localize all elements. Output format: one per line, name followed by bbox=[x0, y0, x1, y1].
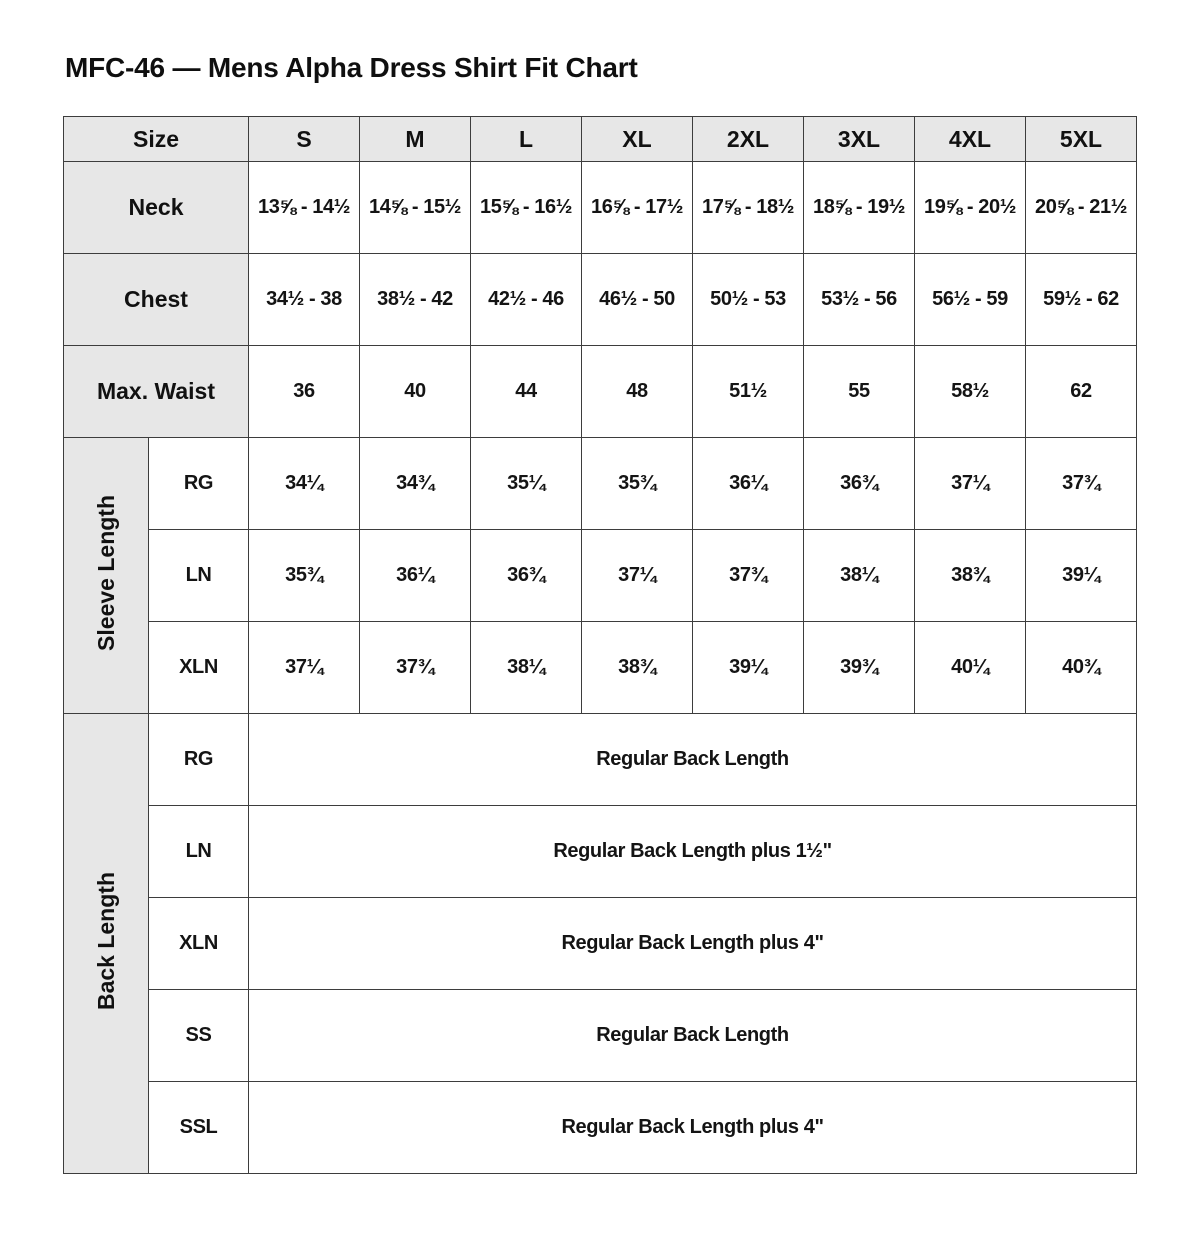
max-waist-value-cell: 48 bbox=[582, 346, 693, 438]
sleeve-ln-value-cell: 36¾ bbox=[471, 530, 582, 622]
max-waist-row-header: Max. Waist bbox=[64, 346, 249, 438]
sleeve-xln-row bbox=[64, 622, 1137, 714]
sleeve-rg-value-cell: 37¾ bbox=[1026, 438, 1137, 530]
sleeve-fit-label-rg: RG bbox=[149, 438, 249, 530]
sleeve-ln-row bbox=[64, 530, 1137, 622]
sleeve-fit-label-ln: LN bbox=[149, 530, 249, 622]
back-fit-label-rg: RG bbox=[149, 714, 249, 806]
chest-value-cell: 42½ - 46 bbox=[471, 254, 582, 346]
sleeve-rg-value-cell: 36¾ bbox=[804, 438, 915, 530]
max-waist-value-cell: 51½ bbox=[693, 346, 804, 438]
sleeve-xln-value-cell: 37¾ bbox=[360, 622, 471, 714]
back-ln-row bbox=[64, 806, 1137, 898]
sleeve-xln-value-cell: 40¾ bbox=[1026, 622, 1137, 714]
sleeve-rg-value-cell: 35¼ bbox=[471, 438, 582, 530]
sleeve-xln-value-cell: 39¼ bbox=[693, 622, 804, 714]
sleeve-xln-value-cell: 40¼ bbox=[915, 622, 1026, 714]
sleeve-rg-value-cell: 34¾ bbox=[360, 438, 471, 530]
neck-value-cell: 17⅝ - 18½ bbox=[693, 162, 804, 254]
sleeve-rg-value-cell: 34¼ bbox=[249, 438, 360, 530]
chest-value-cell: 38½ - 42 bbox=[360, 254, 471, 346]
chest-row bbox=[64, 254, 1137, 346]
size-col-header: S bbox=[249, 117, 360, 162]
back-ln-value-cell: Regular Back Length plus 1½" bbox=[249, 806, 1137, 898]
back-ssl-value-cell: Regular Back Length plus 4" bbox=[249, 1082, 1137, 1174]
chest-value-cell: 53½ - 56 bbox=[804, 254, 915, 346]
sleeve-length-section-header bbox=[64, 438, 149, 714]
sleeve-fit-label-xln: XLN bbox=[149, 622, 249, 714]
back-xln-row bbox=[64, 898, 1137, 990]
sleeve-ln-value-cell: 39¼ bbox=[1026, 530, 1137, 622]
size-header-label: Size bbox=[64, 117, 249, 162]
max-waist-value-cell: 58½ bbox=[915, 346, 1026, 438]
sleeve-xln-value-cell: 38¾ bbox=[582, 622, 693, 714]
back-fit-label-ln: LN bbox=[149, 806, 249, 898]
size-col-header: 3XL bbox=[804, 117, 915, 162]
back-rg-row bbox=[64, 714, 1137, 806]
neck-value-cell: 19⅝ - 20½ bbox=[915, 162, 1026, 254]
size-col-header: 2XL bbox=[693, 117, 804, 162]
max-waist-value-cell: 62 bbox=[1026, 346, 1137, 438]
max-waist-row bbox=[64, 346, 1137, 438]
back-fit-label-ssl: SSL bbox=[149, 1082, 249, 1174]
size-col-header: L bbox=[471, 117, 582, 162]
back-rg-value-cell: Regular Back Length bbox=[249, 714, 1137, 806]
back-xln-value-cell: Regular Back Length plus 4" bbox=[249, 898, 1137, 990]
sleeve-ln-value-cell: 36¼ bbox=[360, 530, 471, 622]
neck-row-header: Neck bbox=[64, 162, 249, 254]
neck-row bbox=[64, 162, 1137, 254]
sleeve-rg-row bbox=[64, 438, 1137, 530]
size-header-row bbox=[64, 117, 1137, 162]
size-col-header: 4XL bbox=[915, 117, 1026, 162]
neck-value-cell: 20⅝ - 21½ bbox=[1026, 162, 1137, 254]
neck-value-cell: 18⅝ - 19½ bbox=[804, 162, 915, 254]
max-waist-value-cell: 40 bbox=[360, 346, 471, 438]
chest-value-cell: 56½ - 59 bbox=[915, 254, 1026, 346]
sleeve-rg-value-cell: 37¼ bbox=[915, 438, 1026, 530]
size-col-header: 5XL bbox=[1026, 117, 1137, 162]
chest-value-cell: 50½ - 53 bbox=[693, 254, 804, 346]
chest-row-header: Chest bbox=[64, 254, 249, 346]
sleeve-ln-value-cell: 38¾ bbox=[915, 530, 1026, 622]
sleeve-rg-value-cell: 35¾ bbox=[582, 438, 693, 530]
sleeve-ln-value-cell: 37¼ bbox=[582, 530, 693, 622]
sleeve-xln-value-cell: 37¼ bbox=[249, 622, 360, 714]
sleeve-rg-value-cell: 36¼ bbox=[693, 438, 804, 530]
neck-value-cell: 13⅝ - 14½ bbox=[249, 162, 360, 254]
sleeve-ln-value-cell: 35¾ bbox=[249, 530, 360, 622]
sleeve-length-vertical-label: Sleeve Length bbox=[92, 495, 119, 651]
max-waist-value-cell: 36 bbox=[249, 346, 360, 438]
sleeve-ln-value-cell: 38¼ bbox=[804, 530, 915, 622]
neck-value-cell: 16⅝ - 17½ bbox=[582, 162, 693, 254]
back-ss-row bbox=[64, 990, 1137, 1082]
chest-value-cell: 59½ - 62 bbox=[1026, 254, 1137, 346]
sleeve-xln-value-cell: 38¼ bbox=[471, 622, 582, 714]
back-fit-label-ss: SS bbox=[149, 990, 249, 1082]
max-waist-value-cell: 55 bbox=[804, 346, 915, 438]
size-col-header: M bbox=[360, 117, 471, 162]
neck-value-cell: 15⅝ - 16½ bbox=[471, 162, 582, 254]
fit-chart-table bbox=[63, 116, 1137, 1174]
back-length-vertical-label: Back Length bbox=[92, 871, 119, 1011]
back-ssl-row bbox=[64, 1082, 1137, 1174]
sleeve-xln-value-cell: 39¾ bbox=[804, 622, 915, 714]
sleeve-ln-value-cell: 37¾ bbox=[693, 530, 804, 622]
chest-value-cell: 34½ - 38 bbox=[249, 254, 360, 346]
back-ss-value-cell: Regular Back Length bbox=[249, 990, 1137, 1082]
neck-value-cell: 14⅝ - 15½ bbox=[360, 162, 471, 254]
back-fit-label-xln: XLN bbox=[149, 898, 249, 990]
page-title: MFC-46 — Mens Alpha Dress Shirt Fit Chart bbox=[65, 52, 638, 83]
size-col-header: XL bbox=[582, 117, 693, 162]
chest-value-cell: 46½ - 50 bbox=[582, 254, 693, 346]
back-length-section-header bbox=[64, 714, 149, 1174]
max-waist-value-cell: 44 bbox=[471, 346, 582, 438]
